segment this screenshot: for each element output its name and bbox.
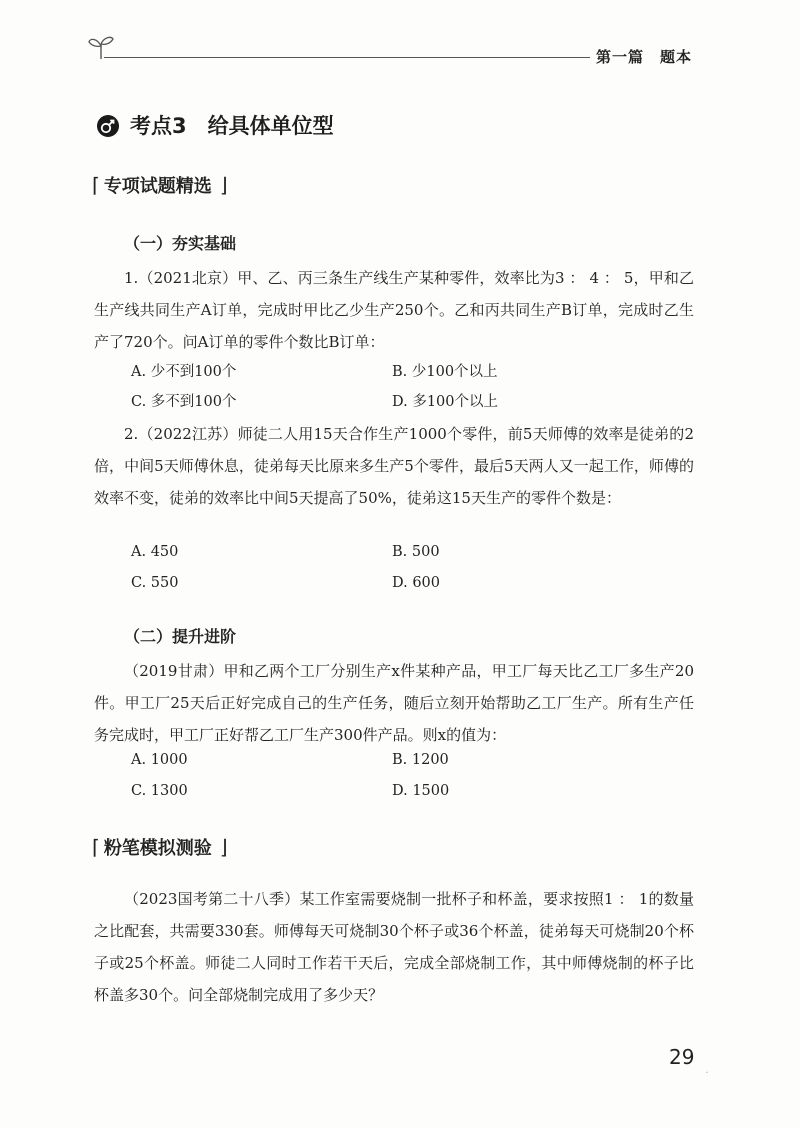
q1-option-d: D. 多100个以上 <box>392 394 499 410</box>
topic-title: 考点3 给具体单位型 <box>130 114 334 138</box>
q3-option-a: A. 1000 <box>131 752 188 768</box>
subheading-basics: （一）夯实基础 <box>124 234 237 253</box>
running-title: 第一篇 题本 <box>596 48 693 66</box>
q1-option-a: A. 少不到100个 <box>131 364 237 380</box>
section-title: 粉笔模拟测验 <box>103 838 212 859</box>
topic-badge-icon <box>96 114 120 138</box>
section-heading-practice <box>92 172 228 198</box>
question-2-stem: 2.（2022江苏）师徒二人用15天合作生产1000个零件，前5天师傅的效率是徒弟的2倍，中间5天师傅休息，徒弟每天比原来多生产5个零件，最后5天两人又一起工作，师傅的效率不变，徒弟的效率比中间5天提高了50%，徒弟这15天生产的零件个数是： <box>94 425 694 507</box>
q2-option-a: A. 450 <box>131 544 179 560</box>
q2-option-b: B. 500 <box>392 544 440 560</box>
question-4-stem: （2023国考第二十八季）某工作室需要烧制一批杯子和杯盖，要求按照1 ： 1的数量之比配套，共需要330套。师傅每天可烧制30个杯子或36个杯盖，徒弟每天可烧制20个杯子或25个杯盖。师徒二人同时工作若干天后，完成全部烧制工作，其中师傅烧制的杯子比杯盖多30个。问全部烧制完成用了多少天？ <box>94 890 694 1004</box>
q3-option-d: D. 1500 <box>392 783 450 799</box>
q1-option-c: C. 多不到100个 <box>131 394 237 410</box>
scan-mark: ˙ <box>704 1070 710 1084</box>
header-rule <box>104 57 590 58</box>
q3-option-c: C. 1300 <box>131 783 188 799</box>
left-bracket: ⌈ <box>92 835 100 859</box>
question-1-stem: 1.（2021北京）甲、乙、丙三条生产线生产某种零件，效率比为3 ： 4 ： 5，甲和乙生产线共同生产A订单，完成时甲比乙少生产250个。乙和丙共同生产B订单，完成时乙生产了720个。问A订单的零件个数比B订单： <box>94 269 694 351</box>
q1-option-b: B. 少100个以上 <box>392 364 498 380</box>
question-3-stem: （2019甘肃）甲和乙两个工厂分别生产x件某种产品，甲工厂每天比乙工厂多生产20件。甲工厂25天后正好完成自己的生产任务，随后立刻开始帮助乙工厂生产。所有生产任务完成时，甲工厂正好帮乙工厂生产300件产品。则x的值为： <box>94 662 694 744</box>
section-title: 专项试题精选 <box>103 176 212 197</box>
subheading-advanced: （二）提升进阶 <box>124 627 237 646</box>
page-number: 29 <box>669 1045 695 1069</box>
right-bracket: ⌋ <box>219 835 228 859</box>
right-bracket: ⌋ <box>219 173 228 197</box>
q2-option-d: D. 600 <box>392 575 441 591</box>
q2-option-c: C. 550 <box>131 575 179 591</box>
left-bracket: ⌈ <box>92 173 100 197</box>
section-heading-mock-test <box>92 834 228 860</box>
q3-option-b: B. 1200 <box>392 752 449 768</box>
